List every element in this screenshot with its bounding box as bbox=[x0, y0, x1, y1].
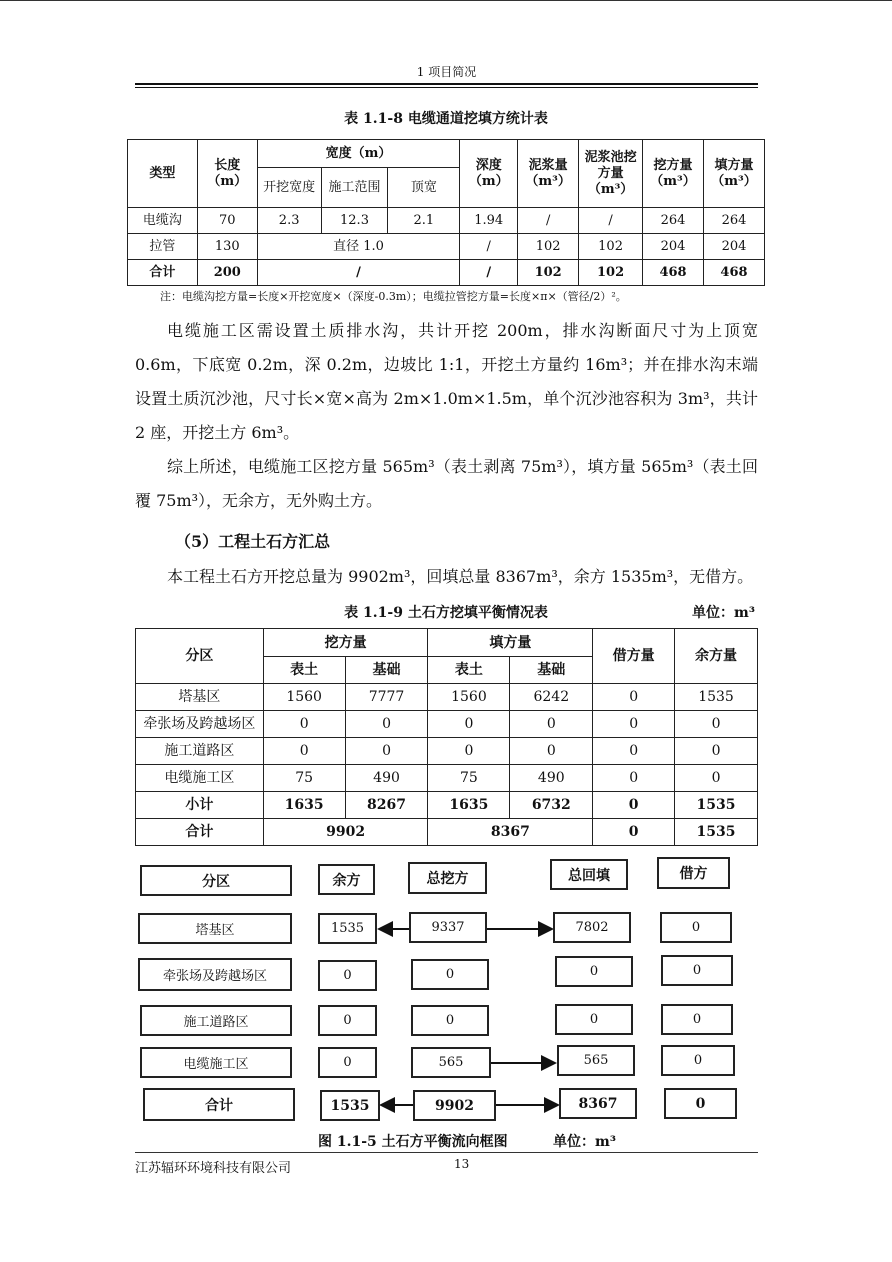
flow-zone-cable: 电缆施工区 bbox=[140, 1047, 292, 1078]
th-type: 类型 bbox=[128, 140, 198, 208]
cell: 1635 bbox=[263, 792, 345, 819]
flow-surplus-road: 0 bbox=[318, 1005, 377, 1036]
th-dig-width: 开挖宽度 bbox=[257, 168, 321, 208]
th-length: 长度（m） bbox=[197, 140, 257, 208]
cell: 0 bbox=[345, 738, 428, 765]
table2-caption: 表 1.1-9 土石方挖填平衡情况表 bbox=[344, 605, 548, 621]
th-fill-topsoil: 表土 bbox=[428, 657, 510, 684]
cell: 7777 bbox=[345, 684, 428, 711]
cell: 1535 bbox=[675, 684, 758, 711]
flow-surplus-cable: 0 bbox=[318, 1047, 377, 1078]
cell: 0 bbox=[263, 738, 345, 765]
cell: 468 bbox=[703, 260, 764, 286]
th-mud: 泥浆量（m³） bbox=[518, 140, 579, 208]
cell: 102 bbox=[579, 234, 643, 260]
cell: 0 bbox=[345, 711, 428, 738]
flow-zone-tension: 牵张场及跨越场区 bbox=[138, 958, 292, 991]
flow-cut-tower: 9337 bbox=[409, 912, 487, 943]
cell: 9902 bbox=[263, 819, 428, 846]
footer-rule bbox=[135, 1152, 758, 1153]
cell: 75 bbox=[428, 765, 510, 792]
cell: 0 bbox=[675, 738, 758, 765]
flow-header-surplus: 余方 bbox=[318, 864, 375, 895]
cell: 102 bbox=[579, 260, 643, 286]
cell: 0 bbox=[593, 765, 675, 792]
th-borrow: 借方量 bbox=[593, 629, 675, 684]
cell: 264 bbox=[643, 208, 704, 234]
paragraph-summary-cable: 综上所述，电缆施工区挖方量 565m³（表土剥离 75m³），填方量 565m³（表土回覆 75m³），无余方，无外购土方。 bbox=[135, 457, 758, 510]
paragraph-earthwork-summary: 本工程土石方开挖总量为 9902m³，回填总量 8367m³，余方 1535m³，无借方。 bbox=[167, 567, 754, 586]
flow-header-fill: 总回填 bbox=[550, 859, 628, 890]
cell: 电缆沟 bbox=[128, 208, 198, 234]
figure-unit: 单位：m³ bbox=[553, 1134, 616, 1150]
page-header: 1 项目简况 bbox=[416, 65, 477, 79]
th-fill-base: 基础 bbox=[510, 657, 593, 684]
cell: 0 bbox=[675, 711, 758, 738]
flow-header-borrow: 借方 bbox=[657, 857, 730, 889]
cell: 75 bbox=[263, 765, 345, 792]
figure-caption: 图 1.1-5 土石方平衡流向框图 bbox=[318, 1134, 508, 1150]
cell: 施工道路区 bbox=[136, 738, 264, 765]
th-fill: 填方量 bbox=[428, 629, 593, 657]
cell: 6242 bbox=[510, 684, 593, 711]
th-cut: 挖方量（m³） bbox=[643, 140, 704, 208]
cell: 12.3 bbox=[321, 208, 388, 234]
cell: 0 bbox=[593, 792, 675, 819]
cell: 塔基区 bbox=[136, 684, 264, 711]
cell: 130 bbox=[197, 234, 257, 260]
table1-note: 注：电缆沟挖方量=长度×开挖宽度×（深度-0.3m）；电缆拉管挖方量=长度×π×（管径/2）²。 bbox=[160, 290, 627, 303]
cell: 0 bbox=[675, 765, 758, 792]
flow-fill-road: 0 bbox=[555, 1004, 633, 1035]
th-pool: 泥浆池挖方量（m³） bbox=[579, 140, 643, 208]
cell: 0 bbox=[510, 711, 593, 738]
cell: 1535 bbox=[675, 792, 758, 819]
cell: 合计 bbox=[128, 260, 198, 286]
cell: 0 bbox=[593, 684, 675, 711]
cell: 0 bbox=[428, 711, 510, 738]
flow-surplus-total: 1535 bbox=[320, 1090, 380, 1121]
flow-fill-cable: 565 bbox=[557, 1045, 635, 1076]
flow-surplus-tower: 1535 bbox=[318, 913, 377, 944]
flow-cut-road: 0 bbox=[411, 1005, 489, 1036]
cell: / bbox=[460, 260, 518, 286]
cell: 0 bbox=[593, 819, 675, 846]
cell: 70 bbox=[197, 208, 257, 234]
cell: 102 bbox=[518, 260, 579, 286]
cell: 264 bbox=[703, 208, 764, 234]
cell: 1560 bbox=[263, 684, 345, 711]
cell: 2.3 bbox=[257, 208, 321, 234]
flow-surplus-tension: 0 bbox=[318, 960, 377, 991]
cell: / bbox=[518, 208, 579, 234]
cell: 直径 1.0 bbox=[257, 234, 460, 260]
flow-borrow-total: 0 bbox=[664, 1088, 737, 1119]
section-title: （5）工程土石方汇总 bbox=[175, 532, 331, 551]
flow-borrow-road: 0 bbox=[661, 1004, 733, 1035]
cell: 2.1 bbox=[388, 208, 460, 234]
th-cut-base: 基础 bbox=[345, 657, 428, 684]
cell: 1635 bbox=[428, 792, 510, 819]
cell: 8367 bbox=[428, 819, 593, 846]
cell: 1.94 bbox=[460, 208, 518, 234]
cell: / bbox=[257, 260, 460, 286]
cell: 490 bbox=[510, 765, 593, 792]
cell: 拉管 bbox=[128, 234, 198, 260]
page-number: 13 bbox=[454, 1157, 470, 1171]
flow-fill-tension: 0 bbox=[555, 956, 633, 987]
cell: 204 bbox=[703, 234, 764, 260]
cell: 合计 bbox=[136, 819, 264, 846]
th-fill: 填方量（m³） bbox=[703, 140, 764, 208]
cell: 490 bbox=[345, 765, 428, 792]
th-cut: 挖方量 bbox=[263, 629, 428, 657]
th-construction-range: 施工范围 bbox=[321, 168, 388, 208]
th-top-width: 顶宽 bbox=[388, 168, 460, 208]
cell: 电缆施工区 bbox=[136, 765, 264, 792]
flow-cut-tension: 0 bbox=[411, 959, 489, 990]
flow-borrow-tower: 0 bbox=[660, 912, 732, 943]
th-depth: 深度（m） bbox=[460, 140, 518, 208]
cell: 1535 bbox=[675, 819, 758, 846]
flow-borrow-tension: 0 bbox=[661, 955, 733, 986]
cell: 102 bbox=[518, 234, 579, 260]
cell: 6732 bbox=[510, 792, 593, 819]
flow-fill-total: 8367 bbox=[559, 1088, 637, 1119]
flow-zone-road: 施工道路区 bbox=[140, 1005, 292, 1036]
cell: 0 bbox=[510, 738, 593, 765]
flow-fill-tower: 7802 bbox=[553, 912, 631, 943]
table2-unit: 单位：m³ bbox=[692, 605, 755, 621]
cell: / bbox=[579, 208, 643, 234]
flow-cut-cable: 565 bbox=[411, 1047, 491, 1078]
flow-cut-total: 9902 bbox=[413, 1090, 496, 1121]
cell: 小计 bbox=[136, 792, 264, 819]
table1-caption: 表 1.1-8 电缆通道挖填方统计表 bbox=[344, 111, 548, 127]
paragraph-drainage: 电缆施工区需设置土质排水沟，共计开挖 200m，排水沟断面尺寸为上顶宽 0.6m，下底宽 0.2m，深 0.2m，边坡比 1:1，开挖土方量约 16m³；并在排水沟末端设置土质沉沙池，尺寸长×宽×高为 2m×1.0m×1.5m，单个沉沙池容积为 3m³，共计 2 座，开挖土方 6m³。 bbox=[135, 321, 758, 442]
flow-zone-tower: 塔基区 bbox=[138, 913, 292, 944]
th-cut-topsoil: 表土 bbox=[263, 657, 345, 684]
cell: 1560 bbox=[428, 684, 510, 711]
th-width: 宽度（m） bbox=[257, 140, 460, 168]
cell: 0 bbox=[593, 738, 675, 765]
cell: 8267 bbox=[345, 792, 428, 819]
cell: 0 bbox=[428, 738, 510, 765]
footer-company: 江苏辐环环境科技有限公司 bbox=[135, 1161, 292, 1176]
flow-header-cut: 总挖方 bbox=[408, 862, 487, 894]
cell: 468 bbox=[643, 260, 704, 286]
flow-zone-total: 合计 bbox=[143, 1088, 295, 1121]
cell: 200 bbox=[197, 260, 257, 286]
cell: 204 bbox=[643, 234, 704, 260]
cell: / bbox=[460, 234, 518, 260]
cell: 0 bbox=[263, 711, 345, 738]
cell: 0 bbox=[593, 711, 675, 738]
flow-borrow-cable: 0 bbox=[661, 1045, 735, 1076]
cell: 牵张场及跨越场区 bbox=[136, 711, 264, 738]
flow-header-zone: 分区 bbox=[140, 865, 292, 896]
th-zone: 分区 bbox=[136, 629, 264, 684]
th-surplus: 余方量 bbox=[675, 629, 758, 684]
